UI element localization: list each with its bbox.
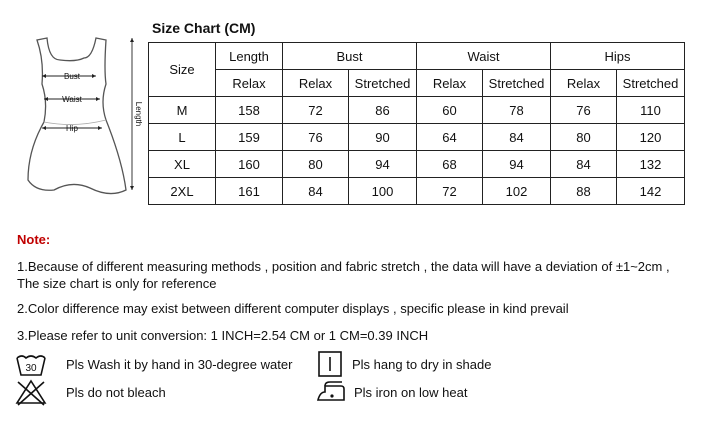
value-cell: 161 — [216, 178, 283, 205]
value-cell: 110 — [617, 97, 685, 124]
subheader-cell: Relax — [551, 70, 617, 97]
value-cell: 80 — [283, 151, 349, 178]
value-cell: 76 — [283, 124, 349, 151]
hip-label: Hip — [65, 124, 79, 133]
value-cell: 90 — [349, 124, 417, 151]
care-bleach — [14, 377, 166, 407]
value-cell: 94 — [483, 151, 551, 178]
note-1-line-1: 1.Because of different measuring methods , position and fabric stretch , the data will have a deviation of ±1~2cm , — [17, 259, 670, 274]
care-iron — [316, 377, 467, 407]
value-cell: 88 — [551, 178, 617, 205]
size-cell: M — [149, 97, 216, 124]
group-header-length: Length — [216, 43, 283, 70]
subheader-cell: Relax — [417, 70, 483, 97]
size-chart-table — [148, 42, 685, 205]
value-cell: 72 — [417, 178, 483, 205]
bust-label: Bust — [63, 72, 81, 81]
value-cell: 60 — [417, 97, 483, 124]
bleach-label: Pls do not bleach — [66, 384, 166, 400]
subheader-cell: Stretched — [483, 70, 551, 97]
value-cell: 84 — [483, 124, 551, 151]
value-cell: 78 — [483, 97, 551, 124]
hand-wash-icon — [14, 350, 48, 378]
low-heat-iron-icon — [316, 378, 350, 406]
note-2: 2.Color difference may exist between different computer displays , specific please in kind prevail — [17, 301, 569, 316]
iron-label: Pls iron on low heat — [354, 384, 468, 400]
no-bleach-icon — [14, 378, 48, 406]
value-cell: 142 — [617, 178, 685, 205]
value-cell: 120 — [617, 124, 685, 151]
subheader-cell: Stretched — [617, 70, 685, 97]
note-3: 3.Please refer to unit conversion: 1 INCH=2.54 CM or 1 CM=0.39 INCH — [17, 328, 429, 343]
dress-outline — [28, 38, 126, 194]
value-cell: 160 — [216, 151, 283, 178]
value-cell: 158 — [216, 97, 283, 124]
table-row — [149, 124, 685, 151]
group-header-hips: Hips — [551, 43, 685, 70]
table-row — [149, 151, 685, 178]
length-label: Length — [134, 101, 143, 127]
note-1-line-2: The size chart is only for reference — [17, 276, 217, 291]
care-hang — [316, 349, 491, 379]
value-cell: 100 — [349, 178, 417, 205]
hang-dry-icon — [316, 350, 344, 378]
size-cell: 2XL — [149, 178, 216, 205]
subheader-cell: Stretched — [349, 70, 417, 97]
value-cell: 64 — [417, 124, 483, 151]
note-title: Note: — [17, 232, 51, 247]
value-cell: 94 — [349, 151, 417, 178]
size-header: Size — [149, 43, 216, 97]
subheader-cell: Relax — [283, 70, 349, 97]
value-cell: 159 — [216, 124, 283, 151]
value-cell: 72 — [283, 97, 349, 124]
dress-diagram — [14, 30, 143, 200]
value-cell: 80 — [551, 124, 617, 151]
table-row — [149, 97, 685, 124]
size-cell: L — [149, 124, 216, 151]
wash-label: Pls Wash it by hand in 30-degree water — [66, 356, 293, 372]
value-cell: 68 — [417, 151, 483, 178]
value-cell: 102 — [483, 178, 551, 205]
care-wash — [14, 349, 292, 379]
wash-temperature: 30 — [25, 363, 37, 374]
subheader-row — [149, 70, 685, 97]
header-row — [149, 43, 685, 70]
value-cell: 86 — [349, 97, 417, 124]
hang-label: Pls hang to dry in shade — [352, 356, 492, 372]
value-cell: 76 — [551, 97, 617, 124]
size-cell: XL — [149, 151, 216, 178]
note-1 — [17, 258, 670, 292]
size-chart-title: Size Chart (CM) — [152, 20, 256, 36]
value-cell: 84 — [283, 178, 349, 205]
group-header-waist: Waist — [417, 43, 551, 70]
table-row — [149, 178, 685, 205]
waist-label: Waist — [62, 95, 82, 104]
group-header-bust: Bust — [283, 43, 417, 70]
subheader-cell: Relax — [216, 70, 283, 97]
value-cell: 84 — [551, 151, 617, 178]
value-cell: 132 — [617, 151, 685, 178]
